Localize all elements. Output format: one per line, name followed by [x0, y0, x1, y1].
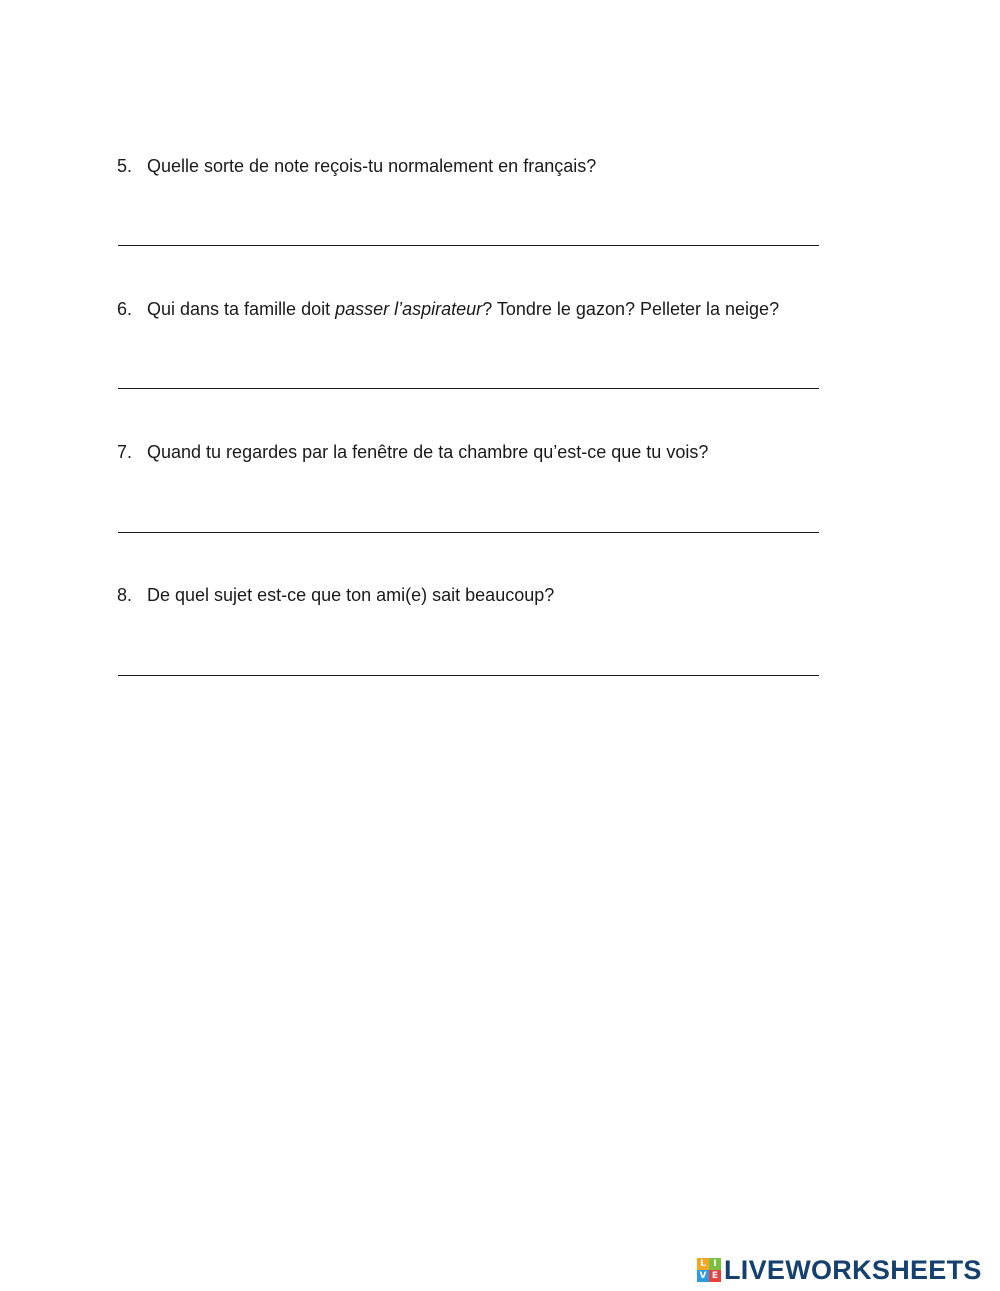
question-text-italic: passer l’aspirateur [335, 299, 483, 319]
answer-line-8[interactable] [118, 675, 819, 676]
brand-name: LIVEWORKSHEETS [724, 1255, 982, 1285]
question-number: 6. [117, 299, 133, 319]
answer-line-7[interactable] [118, 532, 819, 533]
question-7 [117, 440, 857, 464]
liveworksheets-logo-icon [697, 1258, 721, 1282]
question-5 [117, 154, 857, 178]
answer-line-5[interactable] [118, 245, 819, 246]
question-text-part: De quel sujet est-ce que ton ami(e) sait beaucoup? [147, 585, 555, 605]
question-number: 8. [117, 585, 133, 605]
question-8 [117, 583, 857, 607]
logo-letter-v: V [697, 1270, 709, 1282]
question-text-part: Quelle sorte de note reçois-tu normalement en français? [147, 156, 597, 176]
question-text [147, 585, 554, 605]
logo-letter-l: L [697, 1258, 709, 1270]
liveworksheets-brand [697, 1256, 982, 1284]
question-text [147, 442, 708, 462]
answer-line-6[interactable] [118, 388, 819, 389]
logo-letter-e: E [709, 1270, 721, 1282]
question-6 [117, 297, 857, 321]
question-text-part: Qui dans ta famille doit [147, 299, 336, 319]
question-number: 5. [117, 156, 133, 176]
question-number: 7. [117, 442, 133, 462]
question-text [147, 299, 779, 319]
question-text [147, 156, 596, 176]
logo-letter-i: I [709, 1258, 721, 1270]
question-text-part: ? Tondre le gazon? Pelleter la neige? [482, 299, 780, 319]
question-text-part: Quand tu regardes par la fenêtre de ta chambre qu’est-ce que tu vois? [147, 442, 709, 462]
